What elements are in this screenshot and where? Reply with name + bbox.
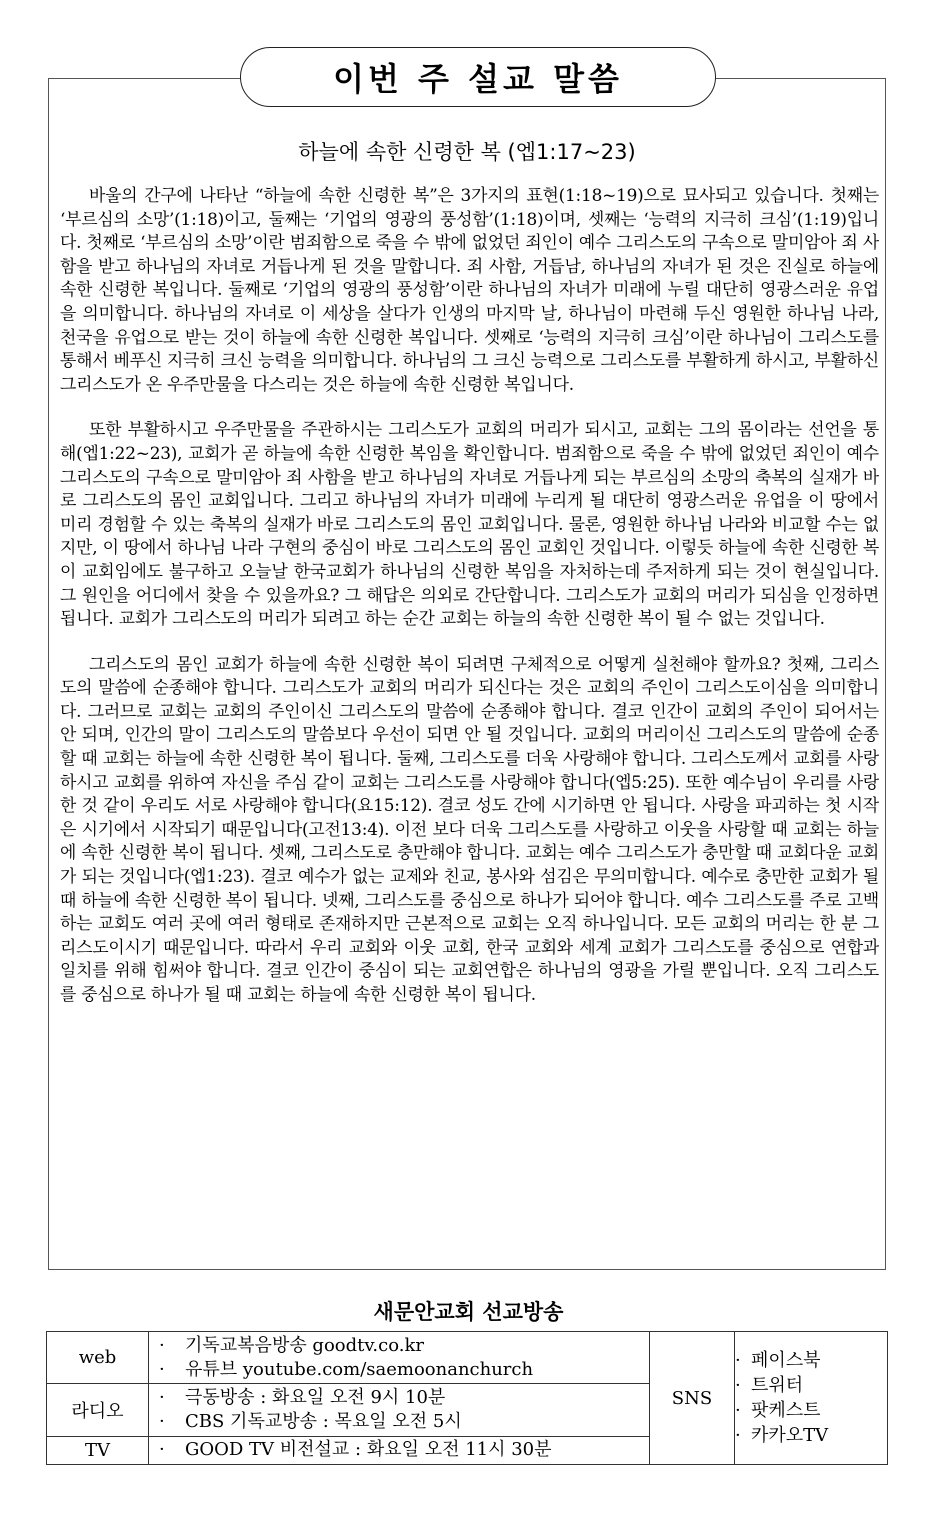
page-title-text: 이번 주 설교 말씀 [333,60,623,98]
tv-items [149,1436,650,1464]
sns-items [735,1332,888,1465]
list-item: · CBS 기독교방송 : 목요일 오전 5시 [159,1411,462,1433]
web-items [149,1332,650,1384]
sermon-paragraph: 그리스도의 몸인 교회가 하늘에 속한 신령한 복이 되려면 구체적으로 어떻게 실천해야 할까요? 첫째, 그리스도의 말씀에 순종해야 합니다. 그리스도가 교회의 머리가 되신다는 것은 교회의 주인이 그리스도이심을 의미합니다. 그러므로 교회는 교회의 주인이신 그리스도의 말씀에 순종해야 합니다. 결코 인간이 교회의 주인이 되어서는 안 되며, 인간의 말이 그리스도의 말씀보다 우선이 되면 안 될 것입니다. 교회의 머리이신 그리스도의 말씀에 순종할 때 교회는 하늘에 속한 신령한 복이 됩니다. 둘째, 그리스도를 더욱 사랑해야 합니다. 그리스도께서 교회를 사랑하시고 교회를 위하여 자신을 주심 같이 교회는 그리스도를 사랑해야 합니다(엡5:25). 또한 예수님이 우리를 사랑한 것 같이 우리도 서로 사랑해야 합니다(요15:12). 결코 성도 간에 시기하면 안 됩니다. 사랑을 파괴하는 첫 시작은 시기에서 시작되기 때문입니다(고전13:4). 이전 보다 더욱 그리스도를 사랑하고 이웃을 사랑할 때 교회는 하늘에 속한 신령한 복이 됩니다. 셋째, 그리스도로 충만해야 합니다. 교회는 예수 그리스도가 충만할 때 교회다운 교회가 되는 것입니다(엡1:23). 결코 예수가 없는 교제와 친교, 봉사와 섬김은 무의미합니다. 예수로 충만한 교회가 될 때 하늘에 속한 신령한 복이 됩니다. 넷째, 그리스도를 중심으로 하나가 되어야 합니다. 예수 그리스도를 주로 고백하는 교회도 여러 곳에 여러 형태로 존재하지만 근본적으로 교회는 오직 하나입니다. 모든 교회의 머리는 한 분 그리스도이시기 때문입니다. 따라서 우리 교회와 이웃 교회, 한국 교회와 세계 교회가 그리스도를 중심으로 연합과 일치를 위해 힘써야 합니다. 결코 인간이 중심이 되는 교회연합은 하나님의 영광을 가릴 뿐입니다. 오직 그리스도를 중심으로 하나가 될 때 교회는 하늘에 속한 신령한 복이 됩니다. [60,653,879,1004]
list-item: · 페이스북 [735,1350,821,1371]
web-label: web [47,1332,149,1384]
list-item: · 카카오TV [735,1425,829,1446]
sermon-paragraph: 바울의 간구에 나타난 “하늘에 속한 신령한 복”은 3가지의 표현(1:18~19)으로 묘사되고 있습니다. 첫째는 ‘부르심의 소망’(1:18)이고, 둘째는 ‘기업의 영광의 풍성함’(1:18)이며, 셋째는 ‘능력의 지극히 크심’(1:19)입니다. 첫째로 ‘부르심의 소망’이란 범죄함으로 죽을 수 밖에 없었던 죄인이 예수 그리스도의 구속으로 말미암아 죄 사함을 받고 하나님의 자녀로 거듭나게 된 것을 말합니다. 죄 사함, 거듭남, 하나님의 자녀가 된 것은 진실로 하늘에 속한 신령한 복입니다. 둘째로 ‘기업의 영광의 풍성함’이란 하나님의 자녀가 미래에 누릴 대단히 영광스러운 유업을 의미합니다. 하나님의 자녀로 이 세상을 살다가 인생의 마지막 날, 하나님이 마련해 두신 영원한 하나님 나라, 천국을 유업으로 받는 것이 하늘에 속한 신령한 복입니다. 셋째로 ‘능력의 지극히 크심’이란 하나님이 그리스도를 통해서 베푸신 지극히 크신 능력을 의미합니다. 하나님의 그 크신 능력으로 그리스도를 부활하게 하시고, 부활하신 그리스도가 온 우주만물을 다스리는 것은 하늘에 속한 신령한 복입니다. [60,185,879,394]
list-item: · 트위터 [735,1375,804,1396]
sermon-paragraph: 또한 부활하시고 우주만물을 주관하시는 그리스도가 교회의 머리가 되시고, 교회는 그의 몸이라는 선언을 통해(엡1:22~23), 교회가 곧 하늘에 속한 신령한 복임을 확인합니다. 범죄함으로 죽을 수 밖에 없었던 죄인이 예수 그리스도의 구속으로 말미암아 죄 사함을 받고 하나님의 자녀로 거듭나게 되는 부르심의 소망의 축복의 실재가 바로 그리스도의 몸인 교회입니다. 그리고 하나님의 자녀가 미래에 누리게 될 대단히 영광스러운 유업을 이 땅에서 미리 경험할 수 있는 축복의 실재가 바로 그리스도의 몸인 교회입니다. 물론, 영원한 하나님 나라와 비교할 수는 없지만, 이 땅에서 하나님 나라 구현의 중심이 바로 그리스도의 몸인 교회인 것입니다. 이렇듯 하늘에 속한 신령한 복이 교회임에도 불구하고 오늘날 한국교회가 하나님의 신령한 복임을 자처하는데 주저하게 되는 것이 현실입니다. 그 원인을 어디에서 찾을 수 있을까요? 그 해답은 의외로 간단합니다. 그리스도가 교회의 머리가 되심을 인정하면 됩니다. 교회가 그리스도의 머리가 되려고 하는 순간 교회는 하늘의 속한 신령한 복이 될 수 없는 것입니다. [60,419,879,629]
list-item: · 극동방송 : 화요일 오전 9시 10분 [159,1387,446,1409]
list-item: · 기독교복음방송 goodtv.co.kr [159,1334,424,1356]
radio-items [149,1384,650,1436]
page-title [240,47,716,107]
sermon-body [60,184,879,1029]
broadcast-title: 새문안교회 선교방송 [373,1300,564,1324]
list-item: · 팟케스트 [735,1400,821,1421]
list-item: · 유튜브 youtube.com/saemoonanchurch [159,1358,534,1380]
sermon-title: 하늘에 속한 신령한 복 (엡1:17~23) [298,140,636,164]
radio-label: 라디오 [47,1384,149,1436]
list-item: · GOOD TV 비전설교 : 화요일 오전 11시 30분 [159,1439,552,1461]
tv-label: TV [47,1436,149,1464]
sns-label: SNS [650,1332,735,1465]
broadcast-table [46,1331,888,1465]
